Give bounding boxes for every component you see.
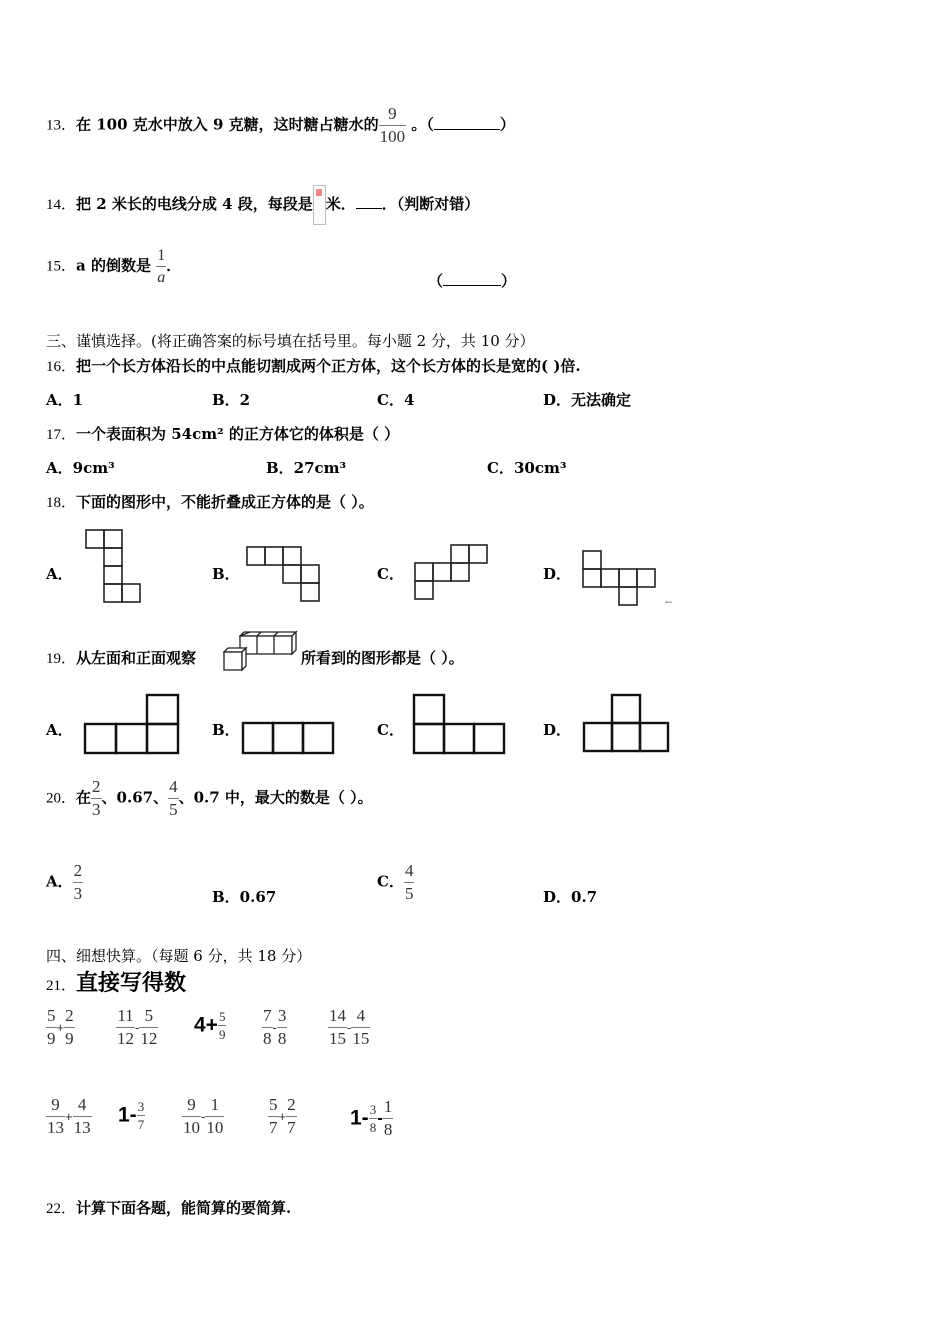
question-14: 14．把 2 米长的电线分成 4 段，每段是 米． ．（判断对错） bbox=[46, 185, 479, 225]
section-4-heading: 四、细想快算。（每题 6 分，共 18 分） bbox=[46, 947, 312, 965]
question-21: 21．直接写得数 bbox=[46, 970, 187, 996]
view-shape-c bbox=[411, 692, 509, 756]
fraction: $\frac{4}{5}$ bbox=[404, 861, 414, 903]
option-d[interactable]: D．0.7 bbox=[543, 888, 598, 906]
cube-net-d bbox=[581, 549, 659, 607]
option-c[interactable]: C．4 bbox=[377, 391, 415, 409]
calc-item: $\frac{7}{8}$ - $\frac{3}{8}$ bbox=[263, 1006, 287, 1048]
question-15: 15．a 的倒数是 $\frac{1}{a}$ ． bbox=[46, 247, 182, 286]
option-b[interactable]: B．27cm³ bbox=[266, 459, 347, 477]
fraction: $\frac{4}{5}$ bbox=[169, 777, 178, 819]
option-d-label[interactable]: D． bbox=[543, 721, 572, 739]
cube-stack-icon bbox=[220, 630, 298, 672]
question-18: 18．下面的图形中，不能折叠成正方体的是（ ）。 bbox=[46, 493, 374, 511]
cube-net-c bbox=[413, 543, 491, 601]
calc-item: 1- $\frac{3}{7}$ bbox=[118, 1099, 145, 1132]
option-b-label[interactable]: B． bbox=[212, 565, 240, 583]
view-shape-a bbox=[82, 692, 182, 756]
question-16: 16．把一个长方体沿长的中点能切割成两个正方体，这个长方体的长是宽的( )倍. bbox=[46, 357, 581, 375]
fraction: $\frac{2}{3}$ bbox=[73, 861, 83, 903]
option-c[interactable]: C．30cm³ bbox=[487, 459, 567, 477]
question-15-answer: （ ） bbox=[428, 272, 517, 290]
option-d-label[interactable]: D． bbox=[543, 565, 572, 583]
calc-item: $\frac{9}{10}$ - $\frac{1}{10}$ bbox=[183, 1095, 224, 1137]
fraction: $\frac{1}{a}$ bbox=[157, 247, 166, 286]
option-c-label[interactable]: C． bbox=[377, 565, 404, 583]
question-17: 17．一个表面积为 54cm² 的正方体它的体积是（ ） bbox=[46, 425, 400, 443]
calc-item: 1- $\frac{3}{8}$ - $\frac{1}{8}$ bbox=[350, 1097, 393, 1139]
calc-item: 4+ $\frac{5}{9}$ bbox=[194, 1009, 226, 1042]
question-20: 20．在 $\frac{2}{3}$ 、0.67、 $\frac{4}{5}$ 、0.7 中，最大的数是（ ）。 bbox=[46, 777, 373, 819]
option-a-label[interactable]: A． bbox=[46, 565, 73, 583]
view-shape-d bbox=[581, 692, 673, 754]
cube-net-b bbox=[245, 545, 323, 603]
calc-item: $\frac{14}{15}$ - $\frac{4}{15}$ bbox=[329, 1006, 370, 1048]
answer-blank bbox=[356, 208, 382, 209]
option-a[interactable]: A．1 bbox=[46, 391, 84, 409]
return-mark-icon: ← bbox=[665, 598, 673, 608]
question-22: 22．计算下面各题，能简算的要简算. bbox=[46, 1199, 292, 1217]
fraction-image-icon bbox=[313, 185, 326, 225]
question-19-cont: 所看到的图形都是（ ）。 bbox=[301, 649, 464, 667]
calc-item: $\frac{5}{9}$ + $\frac{2}{9}$ bbox=[47, 1006, 74, 1048]
calc-item: $\frac{5}{7}$ + $\frac{2}{7}$ bbox=[269, 1095, 296, 1137]
option-c-label[interactable]: C． bbox=[377, 721, 404, 739]
answer-blank bbox=[434, 129, 500, 130]
option-c[interactable]: C． $\frac{4}{5}$ bbox=[377, 861, 414, 903]
fraction: $\frac{9}{100}$ bbox=[379, 104, 406, 146]
view-shape-b bbox=[240, 719, 336, 757]
calc-item: $\frac{11}{12}$ - $\frac{5}{12}$ bbox=[117, 1006, 158, 1048]
calc-item: $\frac{9}{13}$ + $\frac{4}{13}$ bbox=[47, 1095, 91, 1137]
answer-blank bbox=[443, 285, 501, 286]
option-b-label[interactable]: B． bbox=[212, 721, 240, 739]
fraction: $\frac{2}{3}$ bbox=[92, 777, 101, 819]
option-a[interactable]: A．9cm³ bbox=[46, 459, 115, 477]
option-a-label[interactable]: A． bbox=[46, 721, 73, 739]
option-d[interactable]: D．无法确定 bbox=[543, 391, 632, 409]
option-b[interactable]: B．2 bbox=[212, 391, 251, 409]
question-19: 19．从左面和正面观察 bbox=[46, 649, 197, 667]
question-13: 13．在 100 克水中放入 9 克糖，这时糖占糖水的 $\frac{9}{100}$ 。（ ） bbox=[46, 104, 515, 146]
section-3-heading: 三、谨慎选择。(将正确答案的标号填在括号里。每小题 2 分，共 10 分） bbox=[46, 332, 535, 350]
option-b[interactable]: B．0.67 bbox=[212, 888, 277, 906]
option-a[interactable]: A． $\frac{2}{3}$ bbox=[46, 861, 83, 903]
cube-net-a bbox=[84, 528, 144, 604]
